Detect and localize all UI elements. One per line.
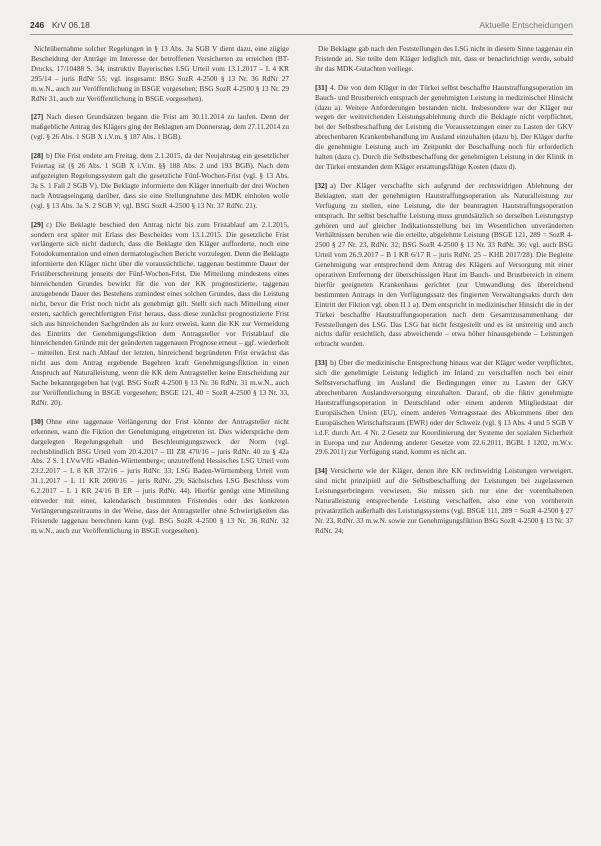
paragraph — [31, 151, 289, 210]
paragraph-text: Die Beklagte gab nach den Feststellungen des LSG nicht in diesem Sinne taggenau ein Fristende an. Sie teilte dem Kläger lediglich mit, dass er benachrichtigt werde, sobald ihr das MDK-Gutachten vorliege. — [315, 44, 573, 73]
paragraph — [315, 181, 573, 349]
page-header — [30, 18, 573, 35]
paragraph — [31, 44, 289, 103]
paragraph-text: a) Der Kläger verschaffte sich aufgrund der rechtswidrigen Ablehnung der Beklagten, statt der genehmigten Hautstraffungsoperation als Naturalleistung zur Verfügung zu stellen, eine Leistung, die der beantragten Hautstraffungsoperation entsprach. Ihr selbst beschaffte Leistung muss grundsätzlich so derselben Leistungstyp gehören und auf gleicher Indikationsstellung bei im Wesentlichen unveränderten Verhältnissen beruhen wie die erteilte, abgelehnte Leistung (BSGE 121, 289 = SozR 4-2500 § 27 Nr. 23, RdNr. 32; BSG SozR 4-2500 § 13 Nr. 33 RdNr. 36; vgl. auch BSG Urteil vom 26.9.2017 – B 1 KR 6/17 R – juris RdNr. 25 – KHE 2017/28). Die Begleite Genehmigung war entsprechend dem Antrag des Klägers auf Versorgung mit einer operativen Entfernung der überschüssigen Haut im Bauch- und Brustbereich in einem hierfür geeigneten Krankenhaus gerichtet (zur Umwandlung des übereichend bestimmten Antrags in den Verfügungssatz des fingierten Verwaltungsakts durch den Eintritt der Fiktion vgl. oben II 1 a). Dem entspricht in medizinischer Hinsicht die in der Türkei beschaffte Hautstraffungsoperation nach dem Gesamtzusammenhang der Feststellungen des LSG. Das LSG hat nicht festgestellt und es ist unstreitig und auch nichts dafür ersichtlich, dass abweichende – etwa höher hinausgehende – Leistungen erbracht wurden. — [315, 180, 573, 349]
paragraph-text: Ohne eine taggenaue Verlängerung der Frist könnte der Antragsteller nicht erkennen, wann die Fiktion der Genehmigung eingetreten ist. Dies widerspräche dem dargelegten Regelungsgehalt und Beschleunigungszweck der Norm (vgl. rechtsblindlich BSG Urteil vom 20.4.2017 – III ZR 470/16 – juris RdNr. 40 zu § 42a Abs. 2 S. 1 LVwVfG »Baden-Württemberg«; unzutreffend Hessisches LSG Urteil vom 23.2.2017 – L 8 KR 372/16 – juris RdNr. 33; LSG Baden-Württemberg Urteil vom 31.1.2017 – L 11 KR 2090/16 – juris RdNr. 29; Sächsisches LSG Beschluss vom 6.2.2017 – L 1 KR 24/16 B ER – juris RdNr. 44). Hierfür genügt eine Mitteilung entweder mit einer, kalendarisch bestimmten Fristendes oder des konkreten Verlängerungszeitraums in der Weise, dass der Antragsteller ohne Schwierigkeiten das Fristende taggenau berechnen kann (vgl. BSG SozR 4-2500 § 13 Nr. 36 RdNr. 32 m.w.N., auch zur Veröffentlichung in BSGE vorgesehen). — [31, 416, 289, 535]
page-number: 246 — [30, 20, 45, 30]
paragraph-number: [30] — [31, 416, 44, 426]
paragraph — [31, 112, 289, 142]
right-column — [315, 44, 573, 834]
paragraph-text: Nichtübernahme solcher Regelungen in § 13 Abs. 3a SGB V dient dazu, eine zügige Bescheidung der Anträge im Interesse der betroffenen Versicherten zu erreichen (BT-Drucks. 17/10488 S. 34; instruktiv Bayerisches LSG Urteil vom 13.1.2017 – L 4 KR 295/14 – juris RdNr 55; vgl. insgesamt: BSG SozR 4-2500 § 13 Nr. 36 RdNr 27 m.w.N., auch zur Veröffentlichung in BSGE vorgesehen; BSG SozR 4-2500 § 13 Nr. 29 RdNr 31, auch zur Veröffentlichung in BSGE vorgesehen). — [31, 44, 289, 103]
paragraph — [315, 466, 573, 535]
paragraph — [31, 220, 289, 408]
paragraph — [315, 44, 573, 74]
paragraph-number: [34] — [315, 466, 328, 476]
paragraph-number: [29] — [31, 219, 44, 229]
paragraph-number: [27] — [31, 112, 44, 122]
paragraph-text: c) Die Beklagte beschied den Antrag nicht bis zum Fristablauf am 2.1.2015, sondern erst später mit Erlass des Bescheides vom 13.1.2015. Die gesetzliche Frist verlängerte sich nicht dadurch, dass die Beklagte den Kläger aufforderte, noch eine Fotodokumentation und einen dermatologischen Bericht vorzulegen. Denn die Beklagte informierte den Kläger nicht über die voraussichtliche, taggenau bestimmte Dauer der Fristüberschreitung jenseits der Fünf-Wochen-Frist. Die Mitteilung mindestens eines hinreichenden Grundes bewirkt für die von der KK prognostizierte, taggenau anzugebende Dauer des Bestehens zumindest eines solchen Grundes, dass die Leistung nicht, bevor die Frist noch nicht als genehmigt gilt. Stellt sich nach Mitteilung einer ersten, sachlich gerechtfertigten Frist heraus, dass diese zunächst prognostizierte Frist sich aus hinreichenden Sachgründen als zu kurz erweist, kann die KK zur Vermeidung des Eintritts der Genehmigungsfiktion dem Antragsteller vor Fristablauf die hinreichenden Gründe mit der geänderten taggenauen Prognose erneut – ggf. wiederholt – mitteilen. Erst nach Ablauf der letzten, hinreichend begründeten Frist erwächst das nicht aus dem Antrag ergebende Begehren kraft Genehmigungsfiktion in einen Anspruch auf Naturalleistung, wenn die KK dem Antragsteller keine Entscheidung zur Sache bekanntgegeben hat (vgl. BSG SozR 4-2500 § 13 Nr. 36 RdNr. 31 m.w.N., auch zur Veröffentlichung in BSGE vorgesehen; BSGE 121, 40 = SozR 4-2500 § 13 Nr. 33, RdNr. 20). — [31, 219, 289, 407]
paragraph-text: 4. Die von dem Kläger in der Türkei selbst beschaffte Hautstraffungsoperation im Bauch- und Brustbereich entsprach der genehmigten Leistung in medizinischer Hinsicht (dazu a). Weitere Anforderungen bestanden nicht. Insbesondere war der Kläger nur wegen der weitreichenden Leistungsablehnung durch die Beklagte nicht verpflichtet, bei der Selbstbeschaffung der Leistung die Voraussetzungen einer zu Lasten der GKV abrechenbaren Krankenbehandlung im Ausland einzuhalten (dazu b). Der Kläger durfte die genehmigte Leistung auch im Zeitpunkt der Beschaffung noch für erforderlich halten (dazu c). Durch die Selbstbeschaffung der genehmigten Leistung in der Klinik in der Türkei entstanden dem Kläger erstattungsfähige Kosten (dazu d). — [315, 82, 573, 171]
paragraph — [315, 83, 573, 172]
paragraph — [31, 417, 289, 536]
paragraph-text: b) Über die medizinische Entsprechung hinaus war der Kläger weder verpflichtet, sich die genehmigte Leistung lediglich im Inland zu verschaffen noch bei einer Selbstverschaffung im Ausland die Bedingungen einer zu Lasten der GKV abrechenbaren Auslandsversorgung einzuhalten. Darauf, ob die fiktiv genehmigte Hautstraffungsoperation in Deutschland oder einem anderen Mitgliedstaat der Europäischen Union (EU), einem anderen Vertragsstaat des Abkommens über den Europäischen Wirtschaftsraum (EWR) oder der Schweiz (vgl. § 13 Abs. 4 und 5 SGB V i.d.F. durch Art. 4 Nr. 2 Gesetz zur Koordinierung der Systeme der sozialen Sicherheit in Europa und zur Änderung anderer Gesetze vom 22.6.2011, BGBl. I 1202, m.W.v. 29.6.2011) zur Verfügung stand, kommt es nicht an. — [315, 358, 573, 457]
paragraph-number: [32] — [315, 180, 328, 190]
journal-label: KrV 06.18 — [52, 20, 90, 30]
paragraph-number: [33] — [315, 358, 328, 368]
section-title: Aktuelle Entscheidungen — [479, 20, 573, 30]
paragraph-text: b) Die Frist endete am Freitag, dem 2.1.2015, da der Neujahrstag ein gesetzlicher Feiertag ist (§ 26 Abs. 1 SGB X i.V.m. §§ 188 Abs. 2 und 193 BGB). Nach dem aufgezeigten Regelungssystem galt die gesetzliche Fünf-Wochen-Frist (vgl. § 13 Abs. 3a S. 1 Fall 2 SGB V). Die Beklagte informierte den Kläger innerhalb der drei Wochen nach Antragseingang darüber, dass sie eine Stellungnahme des MDK einholen wolle (vgl. § 13 Abs. 3a S. 2 SGB V; vgl. BSG SozR 4-2500 § 13 Nr. 37 RdNr. 21). — [31, 151, 289, 210]
left-column — [31, 44, 289, 834]
paragraph — [315, 358, 573, 457]
paragraph-number: [31] — [315, 82, 328, 92]
paragraph-number: [28] — [31, 151, 44, 161]
paragraph-text: Nach diesen Grundsätzen begann die Frist am 30.11.2014 zu laufen. Denn der maßgebliche Antrag des Klägers ging der Beklagten am Donnerstag, dem 27.11.2014 zu (vgl. § 26 Abs. 1 SGB X i.V.m. § 187 Abs. 1 BGB). — [31, 112, 289, 142]
paragraph-text: Versicherte wie der Kläger, denen ihre KK rechtswidrig Leistungen verweigert, sind nicht prinzipiell auf die Selbstbeschaffung der Leistungen bei zugelassenen Leistungserbringern verwiesen. Sie müssen sich nur eine der vorenthaltenen Naturalleistung entsprechende Leistung verschaffen, also eine von vornherein privatärztlich außerhalb des Leistungssystems (vgl. BSGE 111, 289 = SozR 4-2500 § 27 Nr. 23, RdNr. 33 m.w.N. sowie zur Genehmigungsfiktion BSG SozR 4-2500 § 13 Nr. 37 RdNr. 24; — [315, 466, 573, 535]
